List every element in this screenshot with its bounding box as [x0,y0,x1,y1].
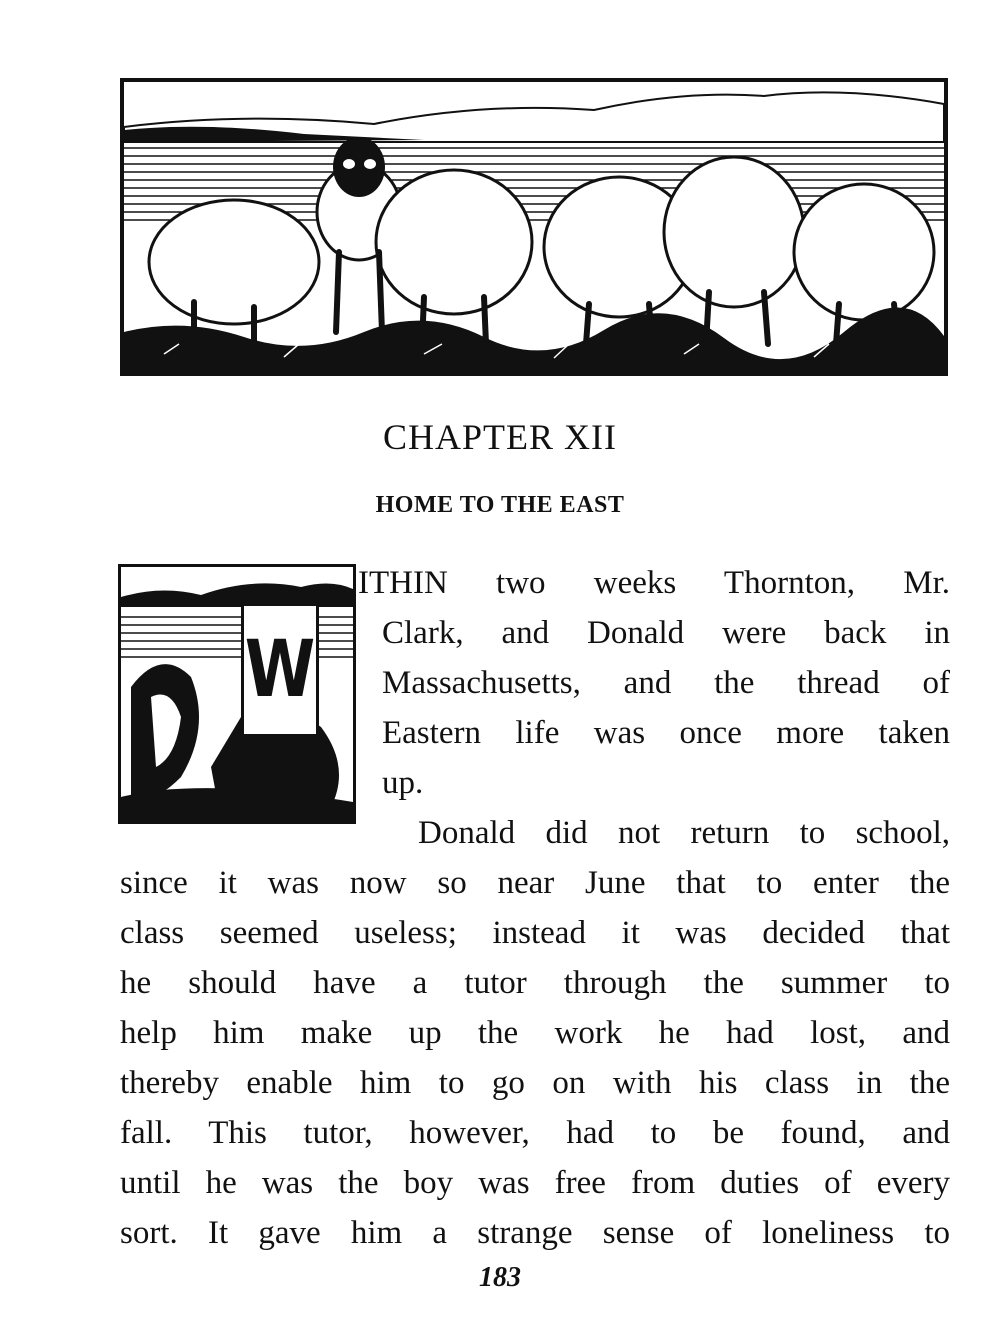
body-line-2: Clark, and Donald were back in [382,615,950,651]
body-line-7: since it was now so near June that to enter the [120,865,950,901]
body-line-4: Eastern life was once more taken [382,715,950,751]
chapter-title: CHAPTER XII [383,417,617,457]
body-line-12: fall. This tutor, however, had to be found, and [120,1115,950,1151]
drop-cap-illustration [118,564,356,824]
body-line-5: up. [382,765,424,801]
body-line-13: until he was the boy was free from duties of every [120,1165,950,1201]
body-line-10: help him make up the work he had lost, and [120,1015,950,1051]
drop-cap-letter: W [244,625,316,715]
sheep-illustration [124,82,944,372]
body-line-6: Donald did not return to school, [418,815,950,851]
headpiece-illustration-sheep [120,78,948,376]
body-line-9: he should have a tutor through the summer to [120,965,950,1001]
body-line-14: sort. It gave him a strange sense of loneliness to [120,1215,950,1251]
body-line-3: Massachusetts, and the thread of [382,665,950,701]
page-number: 183 [479,1262,521,1293]
body-line-11: thereby enable him to go on with his class in the [120,1065,950,1101]
body-line-1: ITHIN two weeks Thornton, Mr. [358,565,950,601]
body-line-8: class seemed useless; instead it was decided that [120,915,950,951]
chapter-subtitle: HOME TO THE EAST [375,492,625,518]
drop-cap-letter-box [241,603,319,737]
